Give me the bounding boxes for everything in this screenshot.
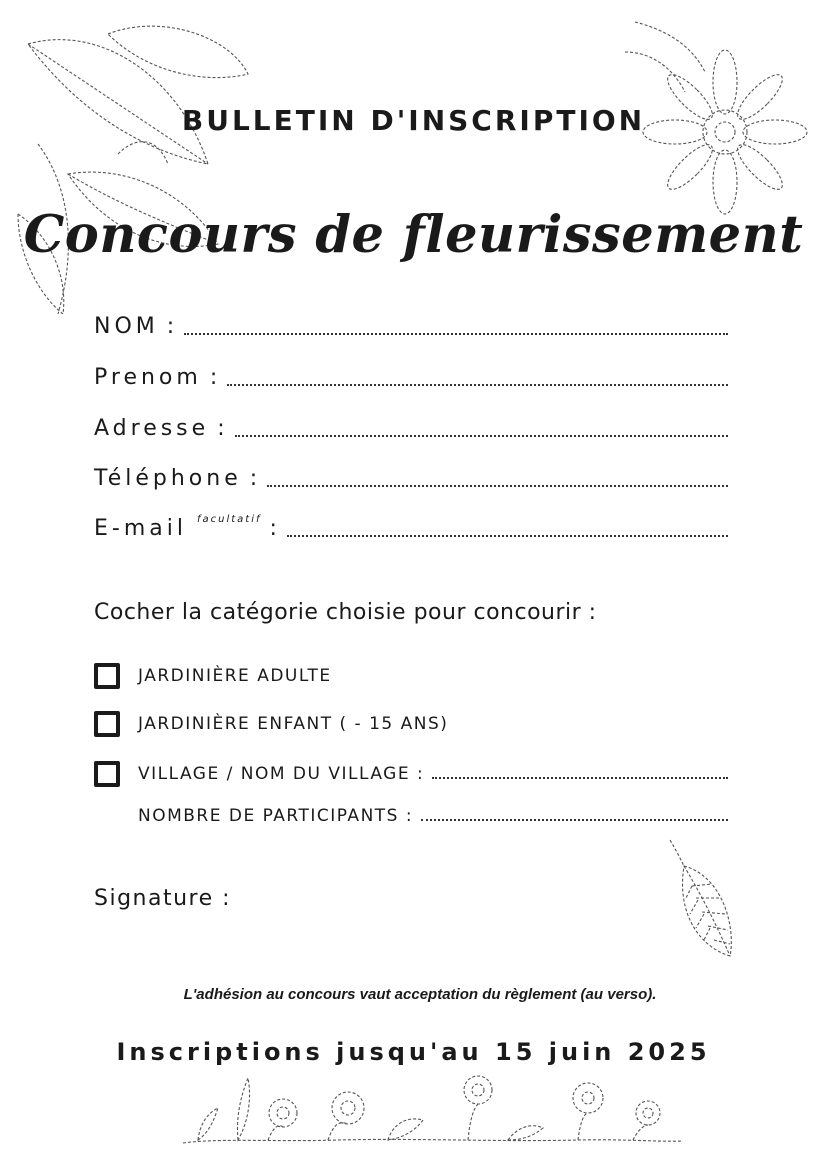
category-child-label: JARDINIÈRE ENFANT ( - 15 ANS) bbox=[138, 714, 449, 734]
nom-input-line[interactable] bbox=[184, 333, 728, 335]
nom-field[interactable] bbox=[94, 310, 728, 340]
prenom-input-line[interactable] bbox=[227, 384, 728, 386]
rules-notice: L'adhésion au concours vaut acceptation du règlement (au verso). bbox=[183, 986, 657, 1003]
participants-label: NOMBRE DE PARTICIPANTS : bbox=[138, 806, 414, 826]
category-adult-label: JARDINIÈRE ADULTE bbox=[138, 666, 332, 686]
category-adult-checkbox[interactable] bbox=[94, 663, 120, 689]
participants-input-line[interactable] bbox=[421, 819, 728, 821]
category-village-checkbox[interactable] bbox=[94, 761, 120, 787]
nom-colon: : bbox=[166, 314, 179, 339]
adresse-field[interactable] bbox=[94, 412, 728, 442]
form-header-title: BULLETIN D'INSCRIPTION bbox=[181, 104, 646, 137]
adresse-input-line[interactable] bbox=[235, 435, 728, 437]
telephone-label: Téléphone bbox=[94, 466, 242, 491]
registration-deadline: Inscriptions jusqu'au 15 juin 2025 bbox=[116, 1038, 711, 1066]
adresse-label: Adresse bbox=[94, 416, 210, 441]
flowers-illustration-bottom bbox=[178, 1068, 688, 1148]
category-instruction: Cocher la catégorie choisie pour concourir : bbox=[94, 600, 597, 625]
signature-label: Signature : bbox=[94, 886, 232, 911]
category-village-option[interactable] bbox=[94, 758, 728, 790]
participants-field[interactable] bbox=[138, 798, 728, 826]
leaf-illustration bbox=[662, 836, 742, 961]
adresse-colon: : bbox=[217, 416, 229, 441]
email-field[interactable] bbox=[94, 512, 728, 542]
email-optional-note: facultatif bbox=[196, 514, 262, 525]
village-name-input-line[interactable] bbox=[432, 777, 728, 779]
telephone-colon: : bbox=[249, 466, 262, 491]
email-label: E-mail bbox=[94, 516, 187, 541]
category-child-checkbox[interactable] bbox=[94, 711, 120, 737]
email-input-line[interactable] bbox=[287, 535, 728, 537]
category-adult-option[interactable] bbox=[94, 660, 728, 692]
contest-title: Concours de fleurissement bbox=[23, 205, 804, 265]
prenom-colon: : bbox=[209, 365, 222, 390]
telephone-input-line[interactable] bbox=[267, 485, 728, 487]
nom-label: NOM bbox=[94, 314, 159, 339]
leaves-illustration-top-left bbox=[8, 14, 258, 314]
category-village-label: VILLAGE / NOM DU VILLAGE : bbox=[138, 764, 425, 784]
email-colon: : bbox=[269, 516, 281, 541]
prenom-field[interactable] bbox=[94, 361, 728, 391]
prenom-label: Prenom bbox=[94, 365, 202, 390]
category-child-option[interactable] bbox=[94, 708, 728, 740]
telephone-field[interactable] bbox=[94, 462, 728, 492]
